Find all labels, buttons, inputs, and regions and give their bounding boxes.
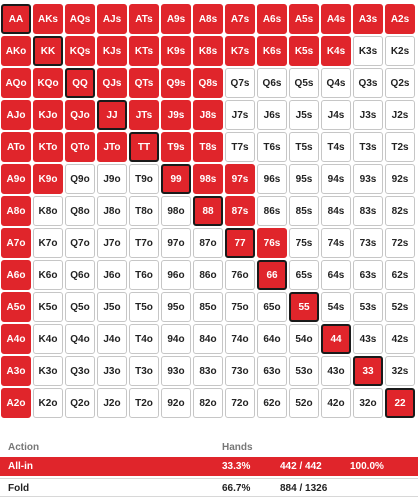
hand-cell-86s[interactable]: 86s (257, 196, 287, 226)
hand-cell-92o[interactable]: 92o (161, 388, 191, 418)
hand-cell-Q2s[interactable]: Q2s (385, 68, 415, 98)
hand-cell-T8o[interactable]: T8o (129, 196, 159, 226)
hand-cell-75s[interactable]: 75s (289, 228, 319, 258)
hand-cell-KTo[interactable]: KTo (33, 132, 63, 162)
summary-row-allin[interactable] (0, 457, 418, 476)
hand-cell-KQo[interactable]: KQo (33, 68, 63, 98)
hand-cell-K6o[interactable]: K6o (33, 260, 63, 290)
hand-cell-AQs[interactable]: AQs (65, 4, 95, 34)
action-label: All-in (8, 461, 33, 472)
hand-cell-54s[interactable]: 54s (321, 292, 351, 322)
hand-cell-AKs[interactable]: AKs (33, 4, 63, 34)
hand-cell-J6s[interactable]: J6s (257, 100, 287, 130)
hand-cell-J9o[interactable]: J9o (97, 164, 127, 194)
hand-cell-Q5o[interactable]: Q5o (65, 292, 95, 322)
hand-cell-K4s[interactable]: K4s (321, 36, 351, 66)
hand-cell-65o[interactable]: 65o (257, 292, 287, 322)
hand-cell-T9o[interactable]: T9o (129, 164, 159, 194)
hand-percent: 33.3% (222, 461, 251, 472)
hand-cell-55[interactable]: 55 (289, 292, 319, 322)
hand-cell-75o[interactable]: 75o (225, 292, 255, 322)
hand-cell-96s[interactable]: 96s (257, 164, 287, 194)
hand-cell-AQo[interactable]: AQo (1, 68, 31, 98)
hand-cell-ATo[interactable]: ATo (1, 132, 31, 162)
hand-cell-94o[interactable]: 94o (161, 324, 191, 354)
hand-cell-98o[interactable]: 98o (161, 196, 191, 226)
hand-cell-K5o[interactable]: K5o (33, 292, 63, 322)
hand-cell-A9o[interactable]: A9o (1, 164, 31, 194)
hand-cell-Q6s[interactable]: Q6s (257, 68, 287, 98)
hand-cell-83s[interactable]: 83s (353, 196, 383, 226)
hand-cell-72s[interactable]: 72s (385, 228, 415, 258)
hand-cell-A5s[interactable]: A5s (289, 4, 319, 34)
hand-cell-83o[interactable]: 83o (193, 356, 223, 386)
hand-cell-K3s[interactable]: K3s (353, 36, 383, 66)
hand-cell-96o[interactable]: 96o (161, 260, 191, 290)
hand-cell-A2s[interactable]: A2s (385, 4, 415, 34)
hand-cell-T5o[interactable]: T5o (129, 292, 159, 322)
hand-cell-A9s[interactable]: A9s (161, 4, 191, 34)
hand-cell-95s[interactable]: 95s (289, 164, 319, 194)
hand-cell-TT[interactable]: TT (129, 132, 159, 162)
hand-cell-K2o[interactable]: K2o (33, 388, 63, 418)
hand-count: 442 / 442 (280, 461, 322, 472)
hand-cell-93s[interactable]: 93s (353, 164, 383, 194)
hand-cell-QJs[interactable]: QJs (97, 68, 127, 98)
hand-cell-A2o[interactable]: A2o (1, 388, 31, 418)
hand-cell-K5s[interactable]: K5s (289, 36, 319, 66)
hand-cell-86o[interactable]: 86o (193, 260, 223, 290)
hand-cell-JTs[interactable]: JTs (129, 100, 159, 130)
hand-cell-72o[interactable]: 72o (225, 388, 255, 418)
hand-cell-43o[interactable]: 43o (321, 356, 351, 386)
hand-cell-74s[interactable]: 74s (321, 228, 351, 258)
hand-cell-Q6o[interactable]: Q6o (65, 260, 95, 290)
hand-cell-KTs[interactable]: KTs (129, 36, 159, 66)
hand-cell-88[interactable]: 88 (193, 196, 223, 226)
hand-cell-T7o[interactable]: T7o (129, 228, 159, 258)
hand-cell-95o[interactable]: 95o (161, 292, 191, 322)
hand-cell-J9s[interactable]: J9s (161, 100, 191, 130)
hand-cell-82o[interactable]: 82o (193, 388, 223, 418)
hand-cell-73s[interactable]: 73s (353, 228, 383, 258)
hand-cell-52o[interactable]: 52o (289, 388, 319, 418)
hand-cell-Q7s[interactable]: Q7s (225, 68, 255, 98)
hand-cell-Q4o[interactable]: Q4o (65, 324, 95, 354)
hand-cell-AJs[interactable]: AJs (97, 4, 127, 34)
hand-cell-Q9s[interactable]: Q9s (161, 68, 191, 98)
hand-cell-T5s[interactable]: T5s (289, 132, 319, 162)
summary-row-fold[interactable] (0, 478, 418, 497)
hand-cell-A5o[interactable]: A5o (1, 292, 31, 322)
hand-cell-54o[interactable]: 54o (289, 324, 319, 354)
hand-cell-97s[interactable]: 97s (225, 164, 255, 194)
hand-cell-T6s[interactable]: T6s (257, 132, 287, 162)
hand-cell-J7o[interactable]: J7o (97, 228, 127, 258)
hand-cell-QTo[interactable]: QTo (65, 132, 95, 162)
hand-cell-J6o[interactable]: J6o (97, 260, 127, 290)
hand-cell-T7s[interactable]: T7s (225, 132, 255, 162)
hand-cell-32s[interactable]: 32s (385, 356, 415, 386)
hand-cell-87o[interactable]: 87o (193, 228, 223, 258)
hand-cell-A6o[interactable]: A6o (1, 260, 31, 290)
hand-cell-K2s[interactable]: K2s (385, 36, 415, 66)
hands-column-header: Hands (222, 442, 253, 453)
hand-cell-T2o[interactable]: T2o (129, 388, 159, 418)
hand-cell-T4o[interactable]: T4o (129, 324, 159, 354)
hand-cell-76o[interactable]: 76o (225, 260, 255, 290)
hand-cell-53o[interactable]: 53o (289, 356, 319, 386)
hand-count: 884 / 1326 (280, 483, 328, 494)
hand-cell-J7s[interactable]: J7s (225, 100, 255, 130)
hand-cell-KJs[interactable]: KJs (97, 36, 127, 66)
hand-cell-T8s[interactable]: T8s (193, 132, 223, 162)
hand-cell-QTs[interactable]: QTs (129, 68, 159, 98)
hand-cell-K9s[interactable]: K9s (161, 36, 191, 66)
hand-cell-22[interactable]: 22 (385, 388, 415, 418)
hand-cell-K4o[interactable]: K4o (33, 324, 63, 354)
hand-cell-K3o[interactable]: K3o (33, 356, 63, 386)
hand-cell-KQs[interactable]: KQs (65, 36, 95, 66)
hand-cell-97o[interactable]: 97o (161, 228, 191, 258)
hand-cell-K8o[interactable]: K8o (33, 196, 63, 226)
hand-cell-Q8o[interactable]: Q8o (65, 196, 95, 226)
hand-cell-KJo[interactable]: KJo (33, 100, 63, 130)
hand-cell-82s[interactable]: 82s (385, 196, 415, 226)
hand-cell-AA[interactable]: AA (1, 4, 31, 34)
hand-cell-33[interactable]: 33 (353, 356, 383, 386)
hand-cell-K7o[interactable]: K7o (33, 228, 63, 258)
hand-cell-32o[interactable]: 32o (353, 388, 383, 418)
hand-cell-63o[interactable]: 63o (257, 356, 287, 386)
hand-cell-Q8s[interactable]: Q8s (193, 68, 223, 98)
hand-cell-63s[interactable]: 63s (353, 260, 383, 290)
hand-cell-T2s[interactable]: T2s (385, 132, 415, 162)
hand-cell-62o[interactable]: 62o (257, 388, 287, 418)
hand-cell-92s[interactable]: 92s (385, 164, 415, 194)
hand-cell-94s[interactable]: 94s (321, 164, 351, 194)
hand-cell-AJo[interactable]: AJo (1, 100, 31, 130)
hand-cell-T6o[interactable]: T6o (129, 260, 159, 290)
hand-cell-J8o[interactable]: J8o (97, 196, 127, 226)
hand-cell-85o[interactable]: 85o (193, 292, 223, 322)
hand-cell-JJ[interactable]: JJ (97, 100, 127, 130)
hand-cell-74o[interactable]: 74o (225, 324, 255, 354)
hand-cell-A6s[interactable]: A6s (257, 4, 287, 34)
hand-cell-84s[interactable]: 84s (321, 196, 351, 226)
hand-cell-A7o[interactable]: A7o (1, 228, 31, 258)
hand-cell-Q9o[interactable]: Q9o (65, 164, 95, 194)
hand-cell-Q5s[interactable]: Q5s (289, 68, 319, 98)
hand-cell-JTo[interactable]: JTo (97, 132, 127, 162)
hand-cell-A4s[interactable]: A4s (321, 4, 351, 34)
hand-cell-ATs[interactable]: ATs (129, 4, 159, 34)
hand-cell-43s[interactable]: 43s (353, 324, 383, 354)
hand-cell-J2s[interactable]: J2s (385, 100, 415, 130)
hand-cell-65s[interactable]: 65s (289, 260, 319, 290)
hand-cell-93o[interactable]: 93o (161, 356, 191, 386)
hand-range-grid (1, 4, 415, 418)
hand-cell-KK[interactable]: KK (33, 36, 63, 66)
hand-cell-J8s[interactable]: J8s (193, 100, 223, 130)
hand-cell-T3s[interactable]: T3s (353, 132, 383, 162)
hand-cell-44[interactable]: 44 (321, 324, 351, 354)
hand-cell-73o[interactable]: 73o (225, 356, 255, 386)
summary-header (0, 438, 418, 456)
hand-cell-Q7o[interactable]: Q7o (65, 228, 95, 258)
action-label: Fold (8, 483, 30, 494)
hand-cell-T3o[interactable]: T3o (129, 356, 159, 386)
hand-cell-K7s[interactable]: K7s (225, 36, 255, 66)
hand-cell-J4s[interactable]: J4s (321, 100, 351, 130)
hand-cell-98s[interactable]: 98s (193, 164, 223, 194)
hand-cell-K9o[interactable]: K9o (33, 164, 63, 194)
hand-cell-52s[interactable]: 52s (385, 292, 415, 322)
hand-cell-Q2o[interactable]: Q2o (65, 388, 95, 418)
hand-cell-J4o[interactable]: J4o (97, 324, 127, 354)
hand-cell-J5s[interactable]: J5s (289, 100, 319, 130)
hand-cell-87s[interactable]: 87s (225, 196, 255, 226)
hand-cell-42o[interactable]: 42o (321, 388, 351, 418)
action-column-header: Action (8, 442, 40, 453)
hand-cell-AKo[interactable]: AKo (1, 36, 31, 66)
hand-cell-84o[interactable]: 84o (193, 324, 223, 354)
action-frequency: 100.0% (350, 461, 384, 472)
hand-cell-53s[interactable]: 53s (353, 292, 383, 322)
hand-cell-62s[interactable]: 62s (385, 260, 415, 290)
hand-cell-A3o[interactable]: A3o (1, 356, 31, 386)
hand-cell-T4s[interactable]: T4s (321, 132, 351, 162)
hand-percent: 66.7% (222, 483, 251, 494)
hand-cell-64o[interactable]: 64o (257, 324, 287, 354)
hand-cell-42s[interactable]: 42s (385, 324, 415, 354)
action-summary (0, 438, 418, 497)
hand-cell-J2o[interactable]: J2o (97, 388, 127, 418)
hand-cell-Q3s[interactable]: Q3s (353, 68, 383, 98)
hand-cell-A3s[interactable]: A3s (353, 4, 383, 34)
hand-cell-Q4s[interactable]: Q4s (321, 68, 351, 98)
hand-cell-A8o[interactable]: A8o (1, 196, 31, 226)
hand-cell-K8s[interactable]: K8s (193, 36, 223, 66)
hand-cell-Q3o[interactable]: Q3o (65, 356, 95, 386)
hand-cell-K6s[interactable]: K6s (257, 36, 287, 66)
hand-cell-T9s[interactable]: T9s (161, 132, 191, 162)
hand-cell-99[interactable]: 99 (161, 164, 191, 194)
hand-cell-A4o[interactable]: A4o (1, 324, 31, 354)
hand-cell-85s[interactable]: 85s (289, 196, 319, 226)
hand-cell-J5o[interactable]: J5o (97, 292, 127, 322)
hand-cell-64s[interactable]: 64s (321, 260, 351, 290)
hand-cell-J3s[interactable]: J3s (353, 100, 383, 130)
hand-cell-A8s[interactable]: A8s (193, 4, 223, 34)
hand-cell-QJo[interactable]: QJo (65, 100, 95, 130)
hand-cell-QQ[interactable]: QQ (65, 68, 95, 98)
hand-cell-66[interactable]: 66 (257, 260, 287, 290)
hand-cell-A7s[interactable]: A7s (225, 4, 255, 34)
hand-cell-76s[interactable]: 76s (257, 228, 287, 258)
hand-cell-J3o[interactable]: J3o (97, 356, 127, 386)
hand-cell-77[interactable]: 77 (225, 228, 255, 258)
